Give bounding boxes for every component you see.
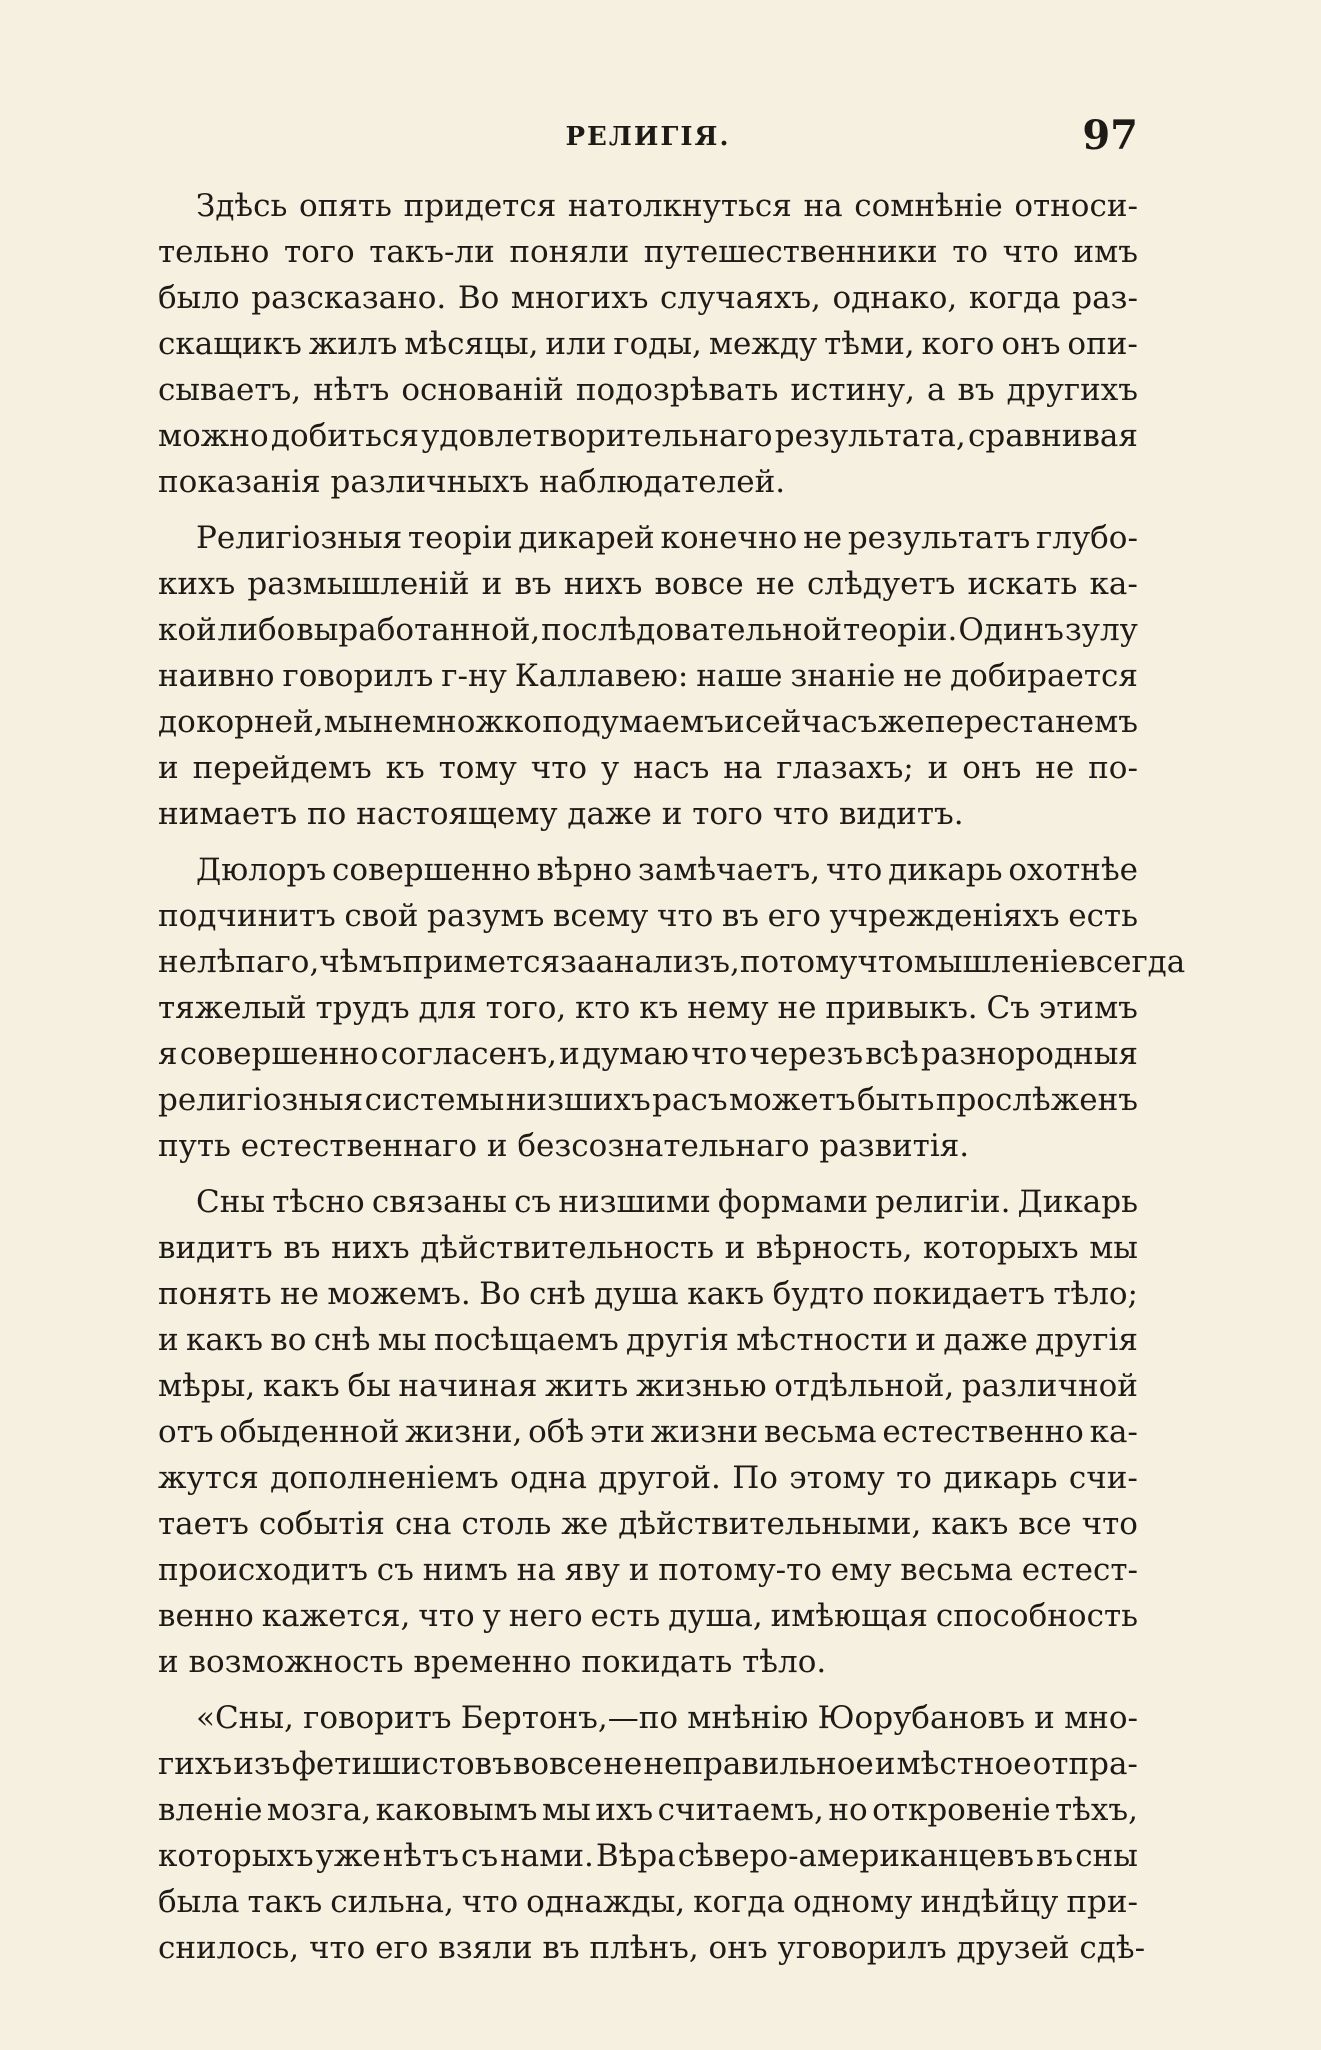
- text-line: Сны тѣсно связаны съ низшими формами религіи. Дикарь: [196, 1184, 1138, 1220]
- text-line: тяжелый трудъ для того, кто къ нему не привыкъ. Съ этимъ: [158, 990, 1138, 1026]
- text-line: видитъ въ нихъ дѣйствительность и вѣрность, которыхъ мы: [158, 1230, 1138, 1266]
- page-header: [158, 112, 1138, 168]
- text-line: было разсказано. Во многихъ случаяхъ, однако, когда раз-: [158, 280, 1138, 316]
- text-line: Дюлоръ совершенно вѣрно замѣчаетъ, что дикарь охотнѣе: [196, 852, 1138, 888]
- text-line: и возможность временно покидать тѣло.: [158, 1644, 827, 1680]
- text-line: до корней, мы немножко подумаемъ и сейчасъ же перестанемъ: [158, 704, 1138, 740]
- paragraph: [158, 1695, 1146, 1971]
- paragraph: [158, 183, 1138, 505]
- text-line: жутся дополненіемъ одна другой. По этому то дикарь счи-: [158, 1460, 1138, 1496]
- paragraph: [158, 515, 1138, 837]
- text-line: мѣры, какъ бы начиная жить жизнью отдѣльной, различной: [158, 1368, 1138, 1404]
- text-line: и какъ во снѣ мы посѣщаемъ другія мѣстности и даже другія: [158, 1322, 1138, 1358]
- text-line: я совершенно согласенъ, и думаю что черезъ всѣ разнородныя: [158, 1036, 1138, 1072]
- text-line: «Сны, говоритъ Бертонъ,—по мнѣнію Юорубановъ и мно-: [196, 1700, 1138, 1736]
- text-line: тельно того такъ-ли поняли путешественники то что имъ: [158, 234, 1138, 270]
- text-line: была такъ сильна, что однажды, когда одному индѣйцу при-: [158, 1884, 1138, 1920]
- text-line: скащикъ жилъ мѣсяцы, или годы, между тѣми, кого онъ опи-: [158, 326, 1138, 362]
- text-line: венно кажется, что у него есть душа, имѣющая способность: [158, 1598, 1138, 1634]
- text-line: отъ обыденной жизни, обѣ эти жизни весьма естественно ка-: [158, 1414, 1138, 1450]
- text-line: Религіозныя теоріи дикарей конечно не результатъ глубо-: [196, 520, 1138, 556]
- body-text: [158, 183, 1186, 1981]
- text-line: снилось, что его взяли въ плѣнъ, онъ уговорилъ друзей сдѣ-: [158, 1930, 1146, 1966]
- text-line: гихъ изъ фетишистовъ вовсе не неправильное и мѣстное отпра-: [158, 1746, 1138, 1782]
- text-line: показанія различныхъ наблюдателей.: [158, 464, 786, 500]
- text-line: наивно говорилъ г-ну Каллавею: наше знаніе не добирается: [158, 658, 1138, 694]
- text-line: сываетъ, нѣтъ основаній подозрѣвать истину, а въ другихъ: [158, 372, 1138, 408]
- paragraph: [158, 1179, 1138, 1685]
- text-line: происходитъ съ нимъ на яву и потому-то ему весьма естест-: [158, 1552, 1138, 1588]
- text-line: нелѣпаго, чѣмъ примется за анализъ, потому что мышленіе всегда: [158, 944, 1186, 980]
- text-line: кихъ размышленій и въ нихъ вовсе не слѣдуетъ искать ка-: [158, 566, 1138, 602]
- text-line: нимаетъ по настоящему даже и того что видитъ.: [158, 796, 964, 832]
- text-line: понять не можемъ. Во снѣ душа какъ будто покидаетъ тѣло;: [158, 1276, 1138, 1312]
- text-line: религіозныя системы низшихъ расъ можетъ быть прослѣженъ: [158, 1082, 1138, 1118]
- text-line: которыхъ уже нѣтъ съ нами. Вѣра сѣверо-американцевъ въ сны: [158, 1838, 1138, 1874]
- text-line: и перейдемъ къ тому что у насъ на глазахъ; и онъ не по-: [158, 750, 1138, 786]
- text-line: кой либо выработанной, послѣдовательной теоріи. Одинъ зулу: [158, 612, 1138, 648]
- paragraph: [158, 847, 1186, 1169]
- text-line: можно добиться удовлетворительнаго результата, сравнивая: [158, 418, 1138, 454]
- text-line: Здѣсь опять придется натолкнуться на сомнѣніе относи-: [196, 188, 1138, 224]
- text-line: вленіе мозга, каковымъ мы ихъ считаемъ, но откровеніе тѣхъ,: [158, 1792, 1138, 1828]
- page-number: 97: [1082, 112, 1138, 159]
- running-head: РЕЛИГІЯ.: [565, 122, 731, 152]
- text-line: подчинитъ свой разумъ всему что въ его учрежденіяхъ есть: [158, 898, 1138, 934]
- text-line: путь естественнаго и безсознательнаго развитія.: [158, 1128, 970, 1164]
- text-line: таетъ событія сна столь же дѣйствительными, какъ все что: [158, 1506, 1138, 1542]
